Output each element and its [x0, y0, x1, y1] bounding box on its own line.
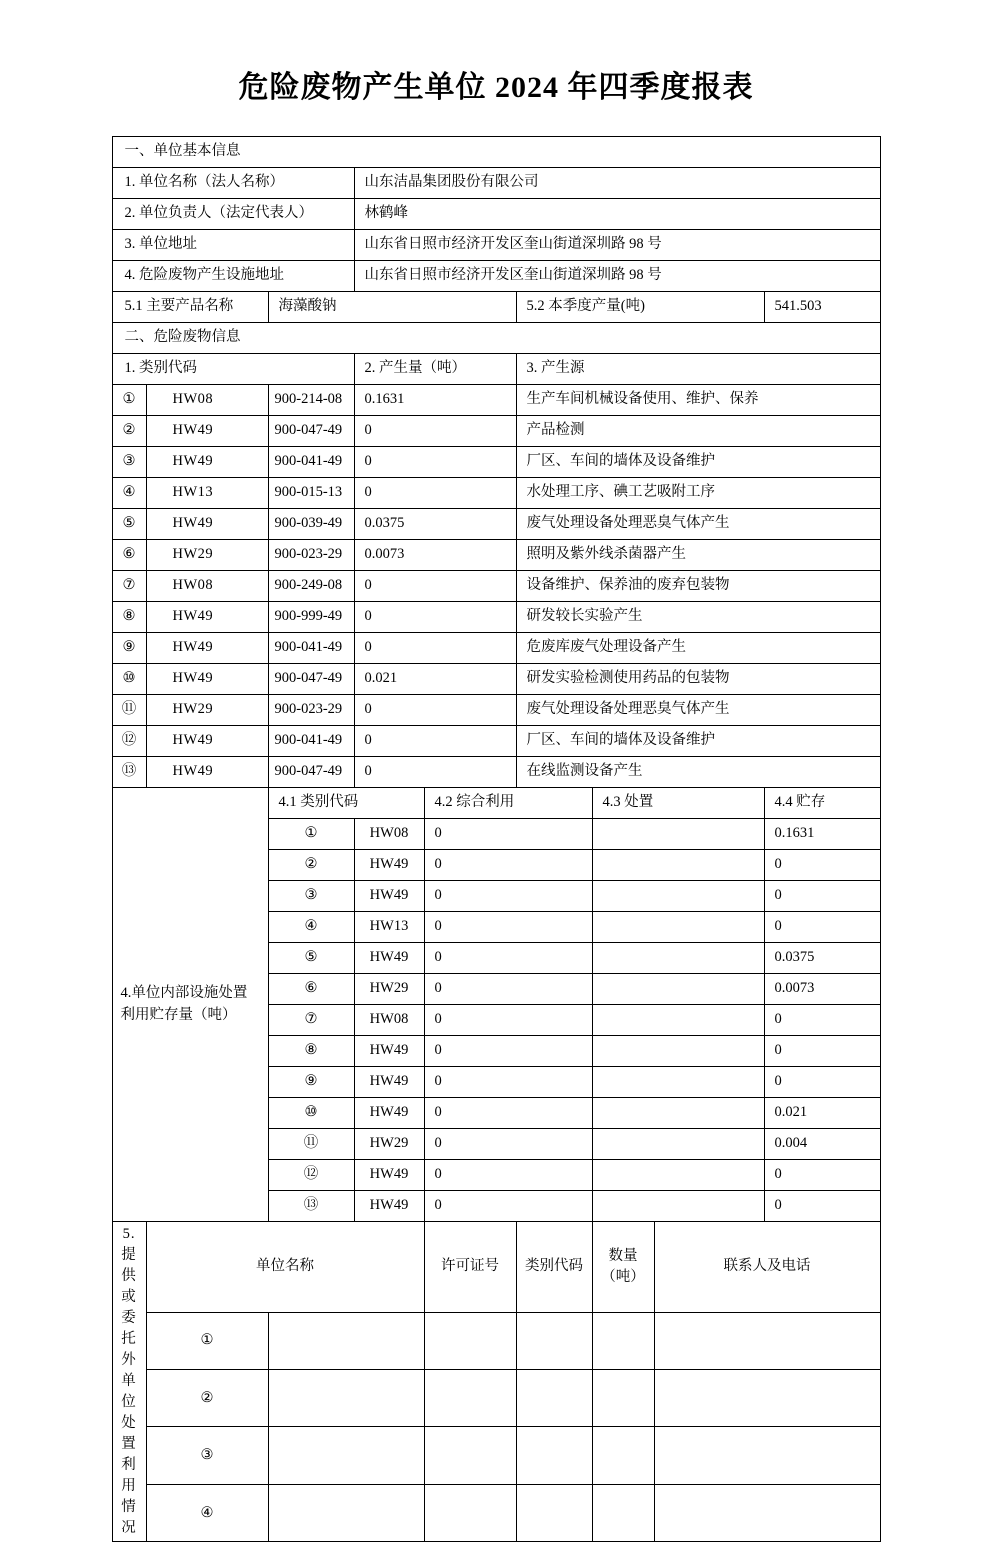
- waste-amount-header: 2. 产生量（吨）: [354, 354, 516, 385]
- row-index: ④: [112, 478, 146, 509]
- external-amount: [592, 1312, 654, 1369]
- internal-store-header: 4.4 贮存: [764, 788, 880, 819]
- internal-reuse: 0: [424, 1005, 592, 1036]
- internal-facility-label: 4.单位内部设施处置利用贮存量（吨）: [112, 788, 268, 1222]
- section2-heading: 二、危险废物信息: [112, 323, 880, 354]
- external-license: [424, 1484, 516, 1541]
- internal-code: HW29: [354, 1129, 424, 1160]
- table-row: [112, 757, 880, 788]
- row-index: ②: [268, 850, 354, 881]
- waste-source: 研发实验检测使用药品的包装物: [516, 664, 880, 695]
- external-amount: [592, 1370, 654, 1427]
- row-index: ⑤: [268, 943, 354, 974]
- row-index: ⑤: [112, 509, 146, 540]
- facility-address-label: 4. 危险废物产生设施地址: [112, 261, 354, 292]
- row-index: ⑫: [268, 1160, 354, 1191]
- external-amount: [592, 1427, 654, 1484]
- waste-amount: 0.1631: [354, 385, 516, 416]
- waste-code: HW13: [146, 478, 268, 509]
- external-code: [516, 1370, 592, 1427]
- facility-address-value: 山东省日照市经济开发区奎山街道深圳路 98 号: [354, 261, 880, 292]
- waste-code-detail: 900-039-49: [268, 509, 354, 540]
- internal-header-row: [112, 788, 880, 819]
- internal-dispose: [592, 1098, 764, 1129]
- row-index: ⑬: [112, 757, 146, 788]
- waste-source: 在线监测设备产生: [516, 757, 880, 788]
- waste-source: 厂区、车间的墙体及设备维护: [516, 726, 880, 757]
- internal-reuse: 0: [424, 881, 592, 912]
- section2-heading-row: [112, 323, 880, 354]
- quarter-output-label: 5.2 本季度产量(吨): [516, 292, 764, 323]
- external-contact-header: 联系人及电话: [654, 1222, 880, 1313]
- internal-store: 0.1631: [764, 819, 880, 850]
- waste-code-detail: 900-047-49: [268, 757, 354, 788]
- waste-source: 厂区、车间的墙体及设备维护: [516, 447, 880, 478]
- unit-address-label: 3. 单位地址: [112, 230, 354, 261]
- waste-amount: 0.0073: [354, 540, 516, 571]
- waste-amount: 0: [354, 478, 516, 509]
- waste-source: 照明及紫外线杀菌器产生: [516, 540, 880, 571]
- waste-amount: 0: [354, 447, 516, 478]
- waste-source: 废气处理设备处理恶臭气体产生: [516, 695, 880, 726]
- internal-dispose-header: 4.3 处置: [592, 788, 764, 819]
- external-unit: [268, 1484, 424, 1541]
- table-row: [112, 1312, 880, 1369]
- internal-reuse: 0: [424, 1036, 592, 1067]
- row-index: ⑦: [112, 571, 146, 602]
- table-row: [112, 695, 880, 726]
- waste-code: HW08: [146, 385, 268, 416]
- internal-store: 0.021: [764, 1098, 880, 1129]
- internal-store: 0: [764, 1067, 880, 1098]
- product-row: [112, 292, 880, 323]
- product-name-label: 5.1 主要产品名称: [112, 292, 268, 323]
- waste-code: HW49: [146, 509, 268, 540]
- row-index: ⑩: [112, 664, 146, 695]
- internal-store: 0: [764, 1160, 880, 1191]
- row-index: ③: [268, 881, 354, 912]
- waste-code-detail: 900-023-29: [268, 540, 354, 571]
- internal-dispose: [592, 1067, 764, 1098]
- waste-amount: 0: [354, 757, 516, 788]
- waste-code-detail: 900-023-29: [268, 695, 354, 726]
- facility-address-row: [112, 261, 880, 292]
- table-row: [112, 540, 880, 571]
- internal-store: 0.0375: [764, 943, 880, 974]
- waste-code-detail: 900-041-49: [268, 447, 354, 478]
- row-index: ⑧: [112, 602, 146, 633]
- external-unit: [268, 1312, 424, 1369]
- external-entrust-label: 5. 提供或委托外单位处置利用情况: [112, 1222, 146, 1542]
- external-code-header: 类别代码: [516, 1222, 592, 1313]
- internal-code: HW08: [354, 1005, 424, 1036]
- row-index: ③: [146, 1427, 268, 1484]
- waste-amount: 0: [354, 571, 516, 602]
- table-row: [112, 1484, 880, 1541]
- internal-code: HW49: [354, 881, 424, 912]
- internal-store: 0: [764, 1005, 880, 1036]
- row-index: ⑪: [112, 695, 146, 726]
- internal-reuse: 0: [424, 1067, 592, 1098]
- external-unit-header: 单位名称: [146, 1222, 424, 1313]
- waste-header-row: [112, 354, 880, 385]
- internal-dispose: [592, 974, 764, 1005]
- internal-dispose: [592, 1191, 764, 1222]
- waste-code: HW49: [146, 664, 268, 695]
- internal-code: HW49: [354, 1067, 424, 1098]
- waste-code-detail: 900-015-13: [268, 478, 354, 509]
- row-index: ⑥: [268, 974, 354, 1005]
- page-title: 危险废物产生单位 2024 年四季度报表: [238, 71, 754, 104]
- waste-code: HW49: [146, 602, 268, 633]
- quarter-output-value: 541.503: [764, 292, 880, 323]
- external-header-row: [112, 1222, 880, 1313]
- external-contact: [654, 1312, 880, 1369]
- waste-code: HW49: [146, 757, 268, 788]
- row-index: ⑥: [112, 540, 146, 571]
- row-index: ③: [112, 447, 146, 478]
- waste-amount: 0.021: [354, 664, 516, 695]
- section1-heading: 一、单位基本信息: [112, 137, 880, 168]
- table-row: [112, 1427, 880, 1484]
- row-index: ⑧: [268, 1036, 354, 1067]
- internal-reuse: 0: [424, 912, 592, 943]
- report-table: [112, 136, 881, 1542]
- waste-code-detail: 900-999-49: [268, 602, 354, 633]
- row-index: ④: [146, 1484, 268, 1541]
- table-row: [112, 602, 880, 633]
- legal-person-label: 2. 单位负责人（法定代表人）: [112, 199, 354, 230]
- waste-code: HW08: [146, 571, 268, 602]
- waste-code: HW49: [146, 416, 268, 447]
- waste-source: 危废库废气处理设备产生: [516, 633, 880, 664]
- row-index: ⑨: [112, 633, 146, 664]
- waste-code: HW29: [146, 540, 268, 571]
- row-index: ①: [146, 1312, 268, 1369]
- legal-person-value: 林鹤峰: [354, 199, 880, 230]
- row-index: ⑪: [268, 1129, 354, 1160]
- internal-code: HW49: [354, 1160, 424, 1191]
- table-row: [112, 633, 880, 664]
- external-code: [516, 1484, 592, 1541]
- internal-store: 0.0073: [764, 974, 880, 1005]
- waste-source: 研发较长实验产生: [516, 602, 880, 633]
- internal-code: HW29: [354, 974, 424, 1005]
- waste-amount: 0: [354, 416, 516, 447]
- external-code: [516, 1427, 592, 1484]
- internal-store: 0: [764, 912, 880, 943]
- table-row: [112, 385, 880, 416]
- internal-store: 0: [764, 850, 880, 881]
- waste-code-detail: 900-047-49: [268, 416, 354, 447]
- section1-heading-row: [112, 137, 880, 168]
- external-unit: [268, 1427, 424, 1484]
- waste-code-detail: 900-041-49: [268, 633, 354, 664]
- internal-reuse: 0: [424, 1160, 592, 1191]
- waste-code: HW49: [146, 447, 268, 478]
- waste-code: HW29: [146, 695, 268, 726]
- internal-dispose: [592, 1129, 764, 1160]
- unit-address-row: [112, 230, 880, 261]
- waste-source: 水处理工序、碘工艺吸附工序: [516, 478, 880, 509]
- internal-dispose: [592, 881, 764, 912]
- table-row: [112, 1370, 880, 1427]
- table-row: [112, 447, 880, 478]
- row-index: ①: [268, 819, 354, 850]
- internal-store: 0: [764, 1036, 880, 1067]
- internal-code: HW13: [354, 912, 424, 943]
- unit-name-value: 山东洁晶集团股份有限公司: [354, 168, 880, 199]
- external-license: [424, 1370, 516, 1427]
- row-index: ⑫: [112, 726, 146, 757]
- internal-reuse: 0: [424, 819, 592, 850]
- table-row: [112, 664, 880, 695]
- external-amount: [592, 1484, 654, 1541]
- external-code: [516, 1312, 592, 1369]
- internal-dispose: [592, 943, 764, 974]
- row-index: ⑬: [268, 1191, 354, 1222]
- internal-reuse: 0: [424, 1191, 592, 1222]
- internal-dispose: [592, 1160, 764, 1191]
- table-row: [112, 478, 880, 509]
- waste-code: HW49: [146, 633, 268, 664]
- internal-dispose: [592, 1036, 764, 1067]
- row-index: ⑩: [268, 1098, 354, 1129]
- unit-name-label: 1. 单位名称（法人名称）: [112, 168, 354, 199]
- row-index: ④: [268, 912, 354, 943]
- table-row: [112, 416, 880, 447]
- table-row: [112, 509, 880, 540]
- row-index: ②: [112, 416, 146, 447]
- internal-reuse-header: 4.2 综合利用: [424, 788, 592, 819]
- document-page: [0, 62, 992, 1537]
- waste-code-detail: 900-249-08: [268, 571, 354, 602]
- internal-dispose: [592, 850, 764, 881]
- internal-dispose: [592, 1005, 764, 1036]
- internal-dispose: [592, 912, 764, 943]
- waste-amount: 0.0375: [354, 509, 516, 540]
- internal-reuse: 0: [424, 974, 592, 1005]
- external-contact: [654, 1484, 880, 1541]
- waste-amount: 0: [354, 602, 516, 633]
- internal-code-header: 4.1 类别代码: [268, 788, 424, 819]
- external-license-header: 许可证号: [424, 1222, 516, 1313]
- table-row: [112, 571, 880, 602]
- internal-code: HW49: [354, 1036, 424, 1067]
- waste-code-header: 1. 类别代码: [112, 354, 354, 385]
- row-index: ⑦: [268, 1005, 354, 1036]
- internal-code: HW49: [354, 1098, 424, 1129]
- internal-store: 0: [764, 881, 880, 912]
- external-contact: [654, 1427, 880, 1484]
- external-unit: [268, 1370, 424, 1427]
- external-license: [424, 1427, 516, 1484]
- external-contact: [654, 1370, 880, 1427]
- waste-code-detail: 900-041-49: [268, 726, 354, 757]
- waste-source: 产品检测: [516, 416, 880, 447]
- internal-reuse: 0: [424, 1129, 592, 1160]
- waste-source: 废气处理设备处理恶臭气体产生: [516, 509, 880, 540]
- row-index: ②: [146, 1370, 268, 1427]
- product-name-value: 海藻酸钠: [268, 292, 516, 323]
- waste-source-header: 3. 产生源: [516, 354, 880, 385]
- row-index: ⑨: [268, 1067, 354, 1098]
- legal-person-row: [112, 199, 880, 230]
- internal-code: HW08: [354, 819, 424, 850]
- table-row: [112, 726, 880, 757]
- internal-reuse: 0: [424, 943, 592, 974]
- waste-amount: 0: [354, 726, 516, 757]
- internal-code: HW49: [354, 1191, 424, 1222]
- internal-dispose: [592, 819, 764, 850]
- row-index: ①: [112, 385, 146, 416]
- waste-code-detail: 900-214-08: [268, 385, 354, 416]
- waste-amount: 0: [354, 633, 516, 664]
- unit-name-row: [112, 168, 880, 199]
- internal-code: HW49: [354, 850, 424, 881]
- internal-store: 0: [764, 1191, 880, 1222]
- unit-address-value: 山东省日照市经济开发区奎山街道深圳路 98 号: [354, 230, 880, 261]
- internal-reuse: 0: [424, 850, 592, 881]
- external-amount-header: 数量（吨）: [592, 1222, 654, 1313]
- waste-code: HW49: [146, 726, 268, 757]
- internal-code: HW49: [354, 943, 424, 974]
- waste-source: 生产车间机械设备使用、维护、保养: [516, 385, 880, 416]
- waste-source: 设备维护、保养油的废弃包装物: [516, 571, 880, 602]
- internal-store: 0.004: [764, 1129, 880, 1160]
- waste-code-detail: 900-047-49: [268, 664, 354, 695]
- waste-amount: 0: [354, 695, 516, 726]
- external-license: [424, 1312, 516, 1369]
- internal-reuse: 0: [424, 1098, 592, 1129]
